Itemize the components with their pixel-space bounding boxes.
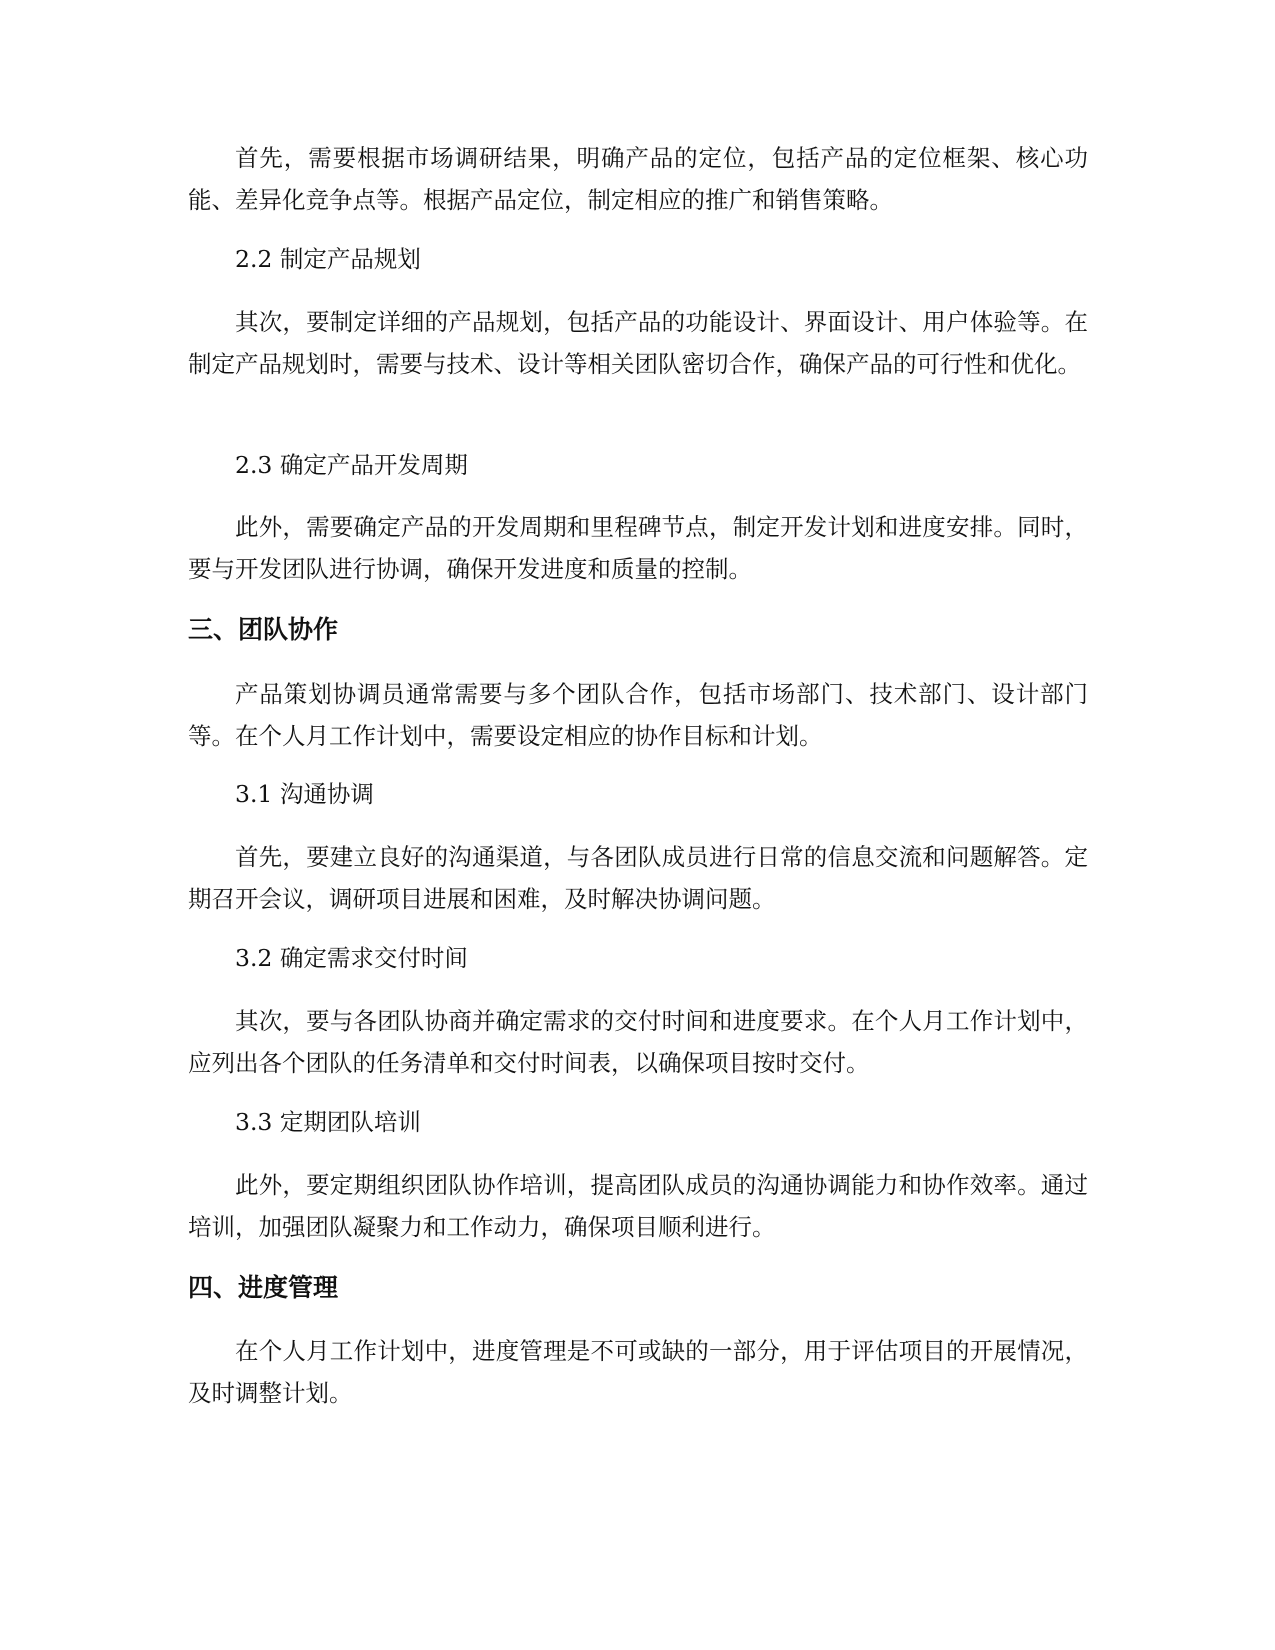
subheading-2-3: 2.3 确定产品开发周期 (235, 451, 468, 479)
section-heading-3: 三、团队协作 (188, 615, 339, 644)
paragraph-communication: 首先，要建立良好的沟通渠道，与各团队成员进行日常的信息交流和问题解答。定期召开会议，调研项目进展和困难，及时解决协调问题。 (188, 843, 1088, 913)
paragraph-development-cycle: 此外，需要确定产品的开发周期和里程碑节点，制定开发计划和进度安排。同时，要与开发团队进行协调，确保开发进度和质量的控制。 (188, 513, 1088, 583)
section-heading-4: 四、进度管理 (188, 1273, 339, 1302)
paragraph-product-planning: 其次，要制定详细的产品规划，包括产品的功能设计、界面设计、用户体验等。在制定产品规划时，需要与技术、设计等相关团队密切合作，确保产品的可行性和优化。 (188, 308, 1088, 378)
subheading-2-2: 2.2 制定产品规划 (235, 245, 421, 273)
paragraph-team-training: 此外，要定期组织团队协作培训，提高团队成员的沟通协调能力和协作效率。通过培训，加强团队凝聚力和工作动力，确保项目顺利进行。 (188, 1171, 1088, 1241)
paragraph-delivery-time: 其次，要与各团队协商并确定需求的交付时间和进度要求。在个人月工作计划中，应列出各个团队的任务清单和交付时间表，以确保项目按时交付。 (188, 1007, 1088, 1077)
subheading-3-2: 3.2 确定需求交付时间 (235, 944, 468, 972)
subheading-3-3: 3.3 定期团队培训 (235, 1108, 421, 1136)
subheading-3-1: 3.1 沟通协调 (235, 780, 374, 808)
paragraph-progress-management: 在个人月工作计划中，进度管理是不可或缺的一部分，用于评估项目的开展情况，及时调整计划。 (188, 1337, 1088, 1407)
paragraph-team-collaboration: 产品策划协调员通常需要与多个团队合作，包括市场部门、技术部门、设计部门等。在个人月工作计划中，需要设定相应的协作目标和计划。 (188, 680, 1088, 750)
paragraph-product-positioning: 首先，需要根据市场调研结果，明确产品的定位，包括产品的定位框架、核心功能、差异化竞争点等。根据产品定位，制定相应的推广和销售策略。 (188, 144, 1088, 214)
